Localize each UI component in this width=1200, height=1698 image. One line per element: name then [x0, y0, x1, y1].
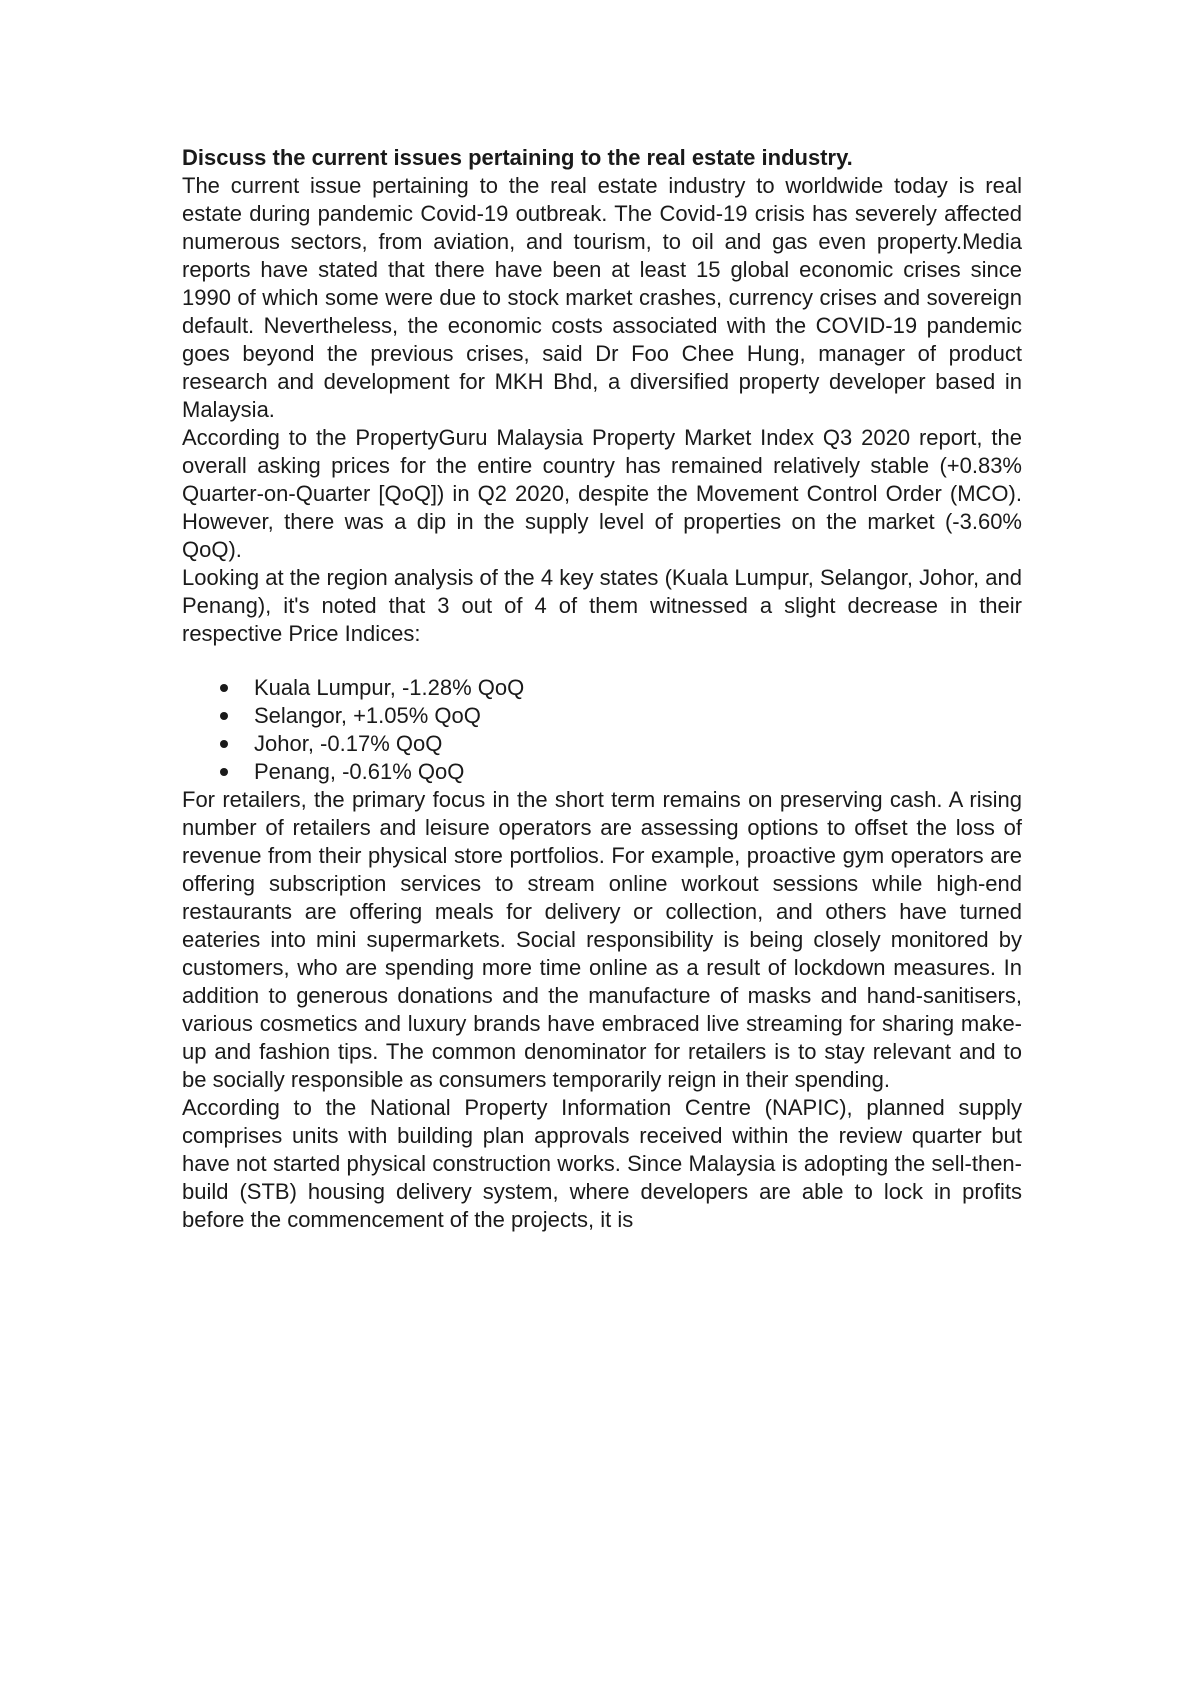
paragraph-covid-impact: The current issue pertaining to the real estate industry to worldwide today is real estate during pandemic Covid-19 outbreak. The Covid-19 crisis has severely affected numerous sectors, from aviation, and tourism, to oil and gas even property.Media reports have stated that there have been at least 15 global economic crises since 1990 of which some were due to stock market crashes, currency crises and sovereign default. Nevertheless, the economic costs associated with the COVID-19 pandemic goes beyond the previous crises, said Dr Foo Chee Hung, manager of product research and development for MKH Bhd, a diversified property developer based in Malaysia. — [182, 173, 1022, 422]
page-title: Discuss the current issues pertaining to the real estate industry. — [182, 145, 853, 170]
list-item-text: Johor, -0.17% QoQ — [254, 731, 443, 756]
paragraph-napic: According to the National Property Information Centre (NAPIC), planned supply comprises units with building plan approvals received within the review quarter but have not started physical construction works. Since Malaysia is adopting the sell-then-build (STB) housing delivery system, where developers are able to lock in profits before the commencement of the projects, it is — [182, 1095, 1022, 1232]
list-item-text: Penang, -0.61% QoQ — [254, 759, 465, 784]
list-item — [182, 674, 1022, 702]
paragraph-region-analysis: Looking at the region analysis of the 4 key states (Kuala Lumpur, Selangor, Johor, and Penang), it's noted that 3 out of 4 of them witnessed a slight decrease in their respective Price Indices: — [182, 565, 1022, 646]
bullet-list-states — [182, 674, 1022, 786]
paragraph-propertyguru-index: According to the PropertyGuru Malaysia Property Market Index Q3 2020 report, the overall asking prices for the entire country has remained relatively stable (+0.83% Quarter-on-Quarter [QoQ]) in Q2 2020, despite the Movement Control Order (MCO). However, there was a dip in the supply level of properties on the market (-3.60% QoQ). — [182, 425, 1022, 562]
list-item — [182, 758, 1022, 786]
list-item — [182, 702, 1022, 730]
bullet-icon — [220, 712, 228, 720]
list-item-text: Kuala Lumpur, -1.28% QoQ — [254, 675, 525, 700]
bullet-icon — [220, 768, 228, 776]
bullet-icon — [220, 740, 228, 748]
bullet-icon — [220, 684, 228, 692]
list-item — [182, 730, 1022, 758]
list-item-text: Selangor, +1.05% QoQ — [254, 703, 481, 728]
paragraph-retailers: For retailers, the primary focus in the short term remains on preserving cash. A rising number of retailers and leisure operators are assessing options to offset the loss of revenue from their physical store portfolios. For example, proactive gym operators are offering subscription services to stream online workout sessions while high-end restaurants are offering meals for delivery or collection, and others have turned eateries into mini supermarkets. Social responsibility is being closely monitored by customers, who are spending more time online as a result of lockdown measures. In addition to generous donations and the manufacture of masks and hand-sanitisers, various cosmetics and luxury brands have embraced live streaming for sharing make-up and fashion tips. The common denominator for retailers is to stay relevant and to be socially responsible as consumers temporarily reign in their spending. — [182, 787, 1022, 1092]
document-body — [182, 144, 1022, 1234]
